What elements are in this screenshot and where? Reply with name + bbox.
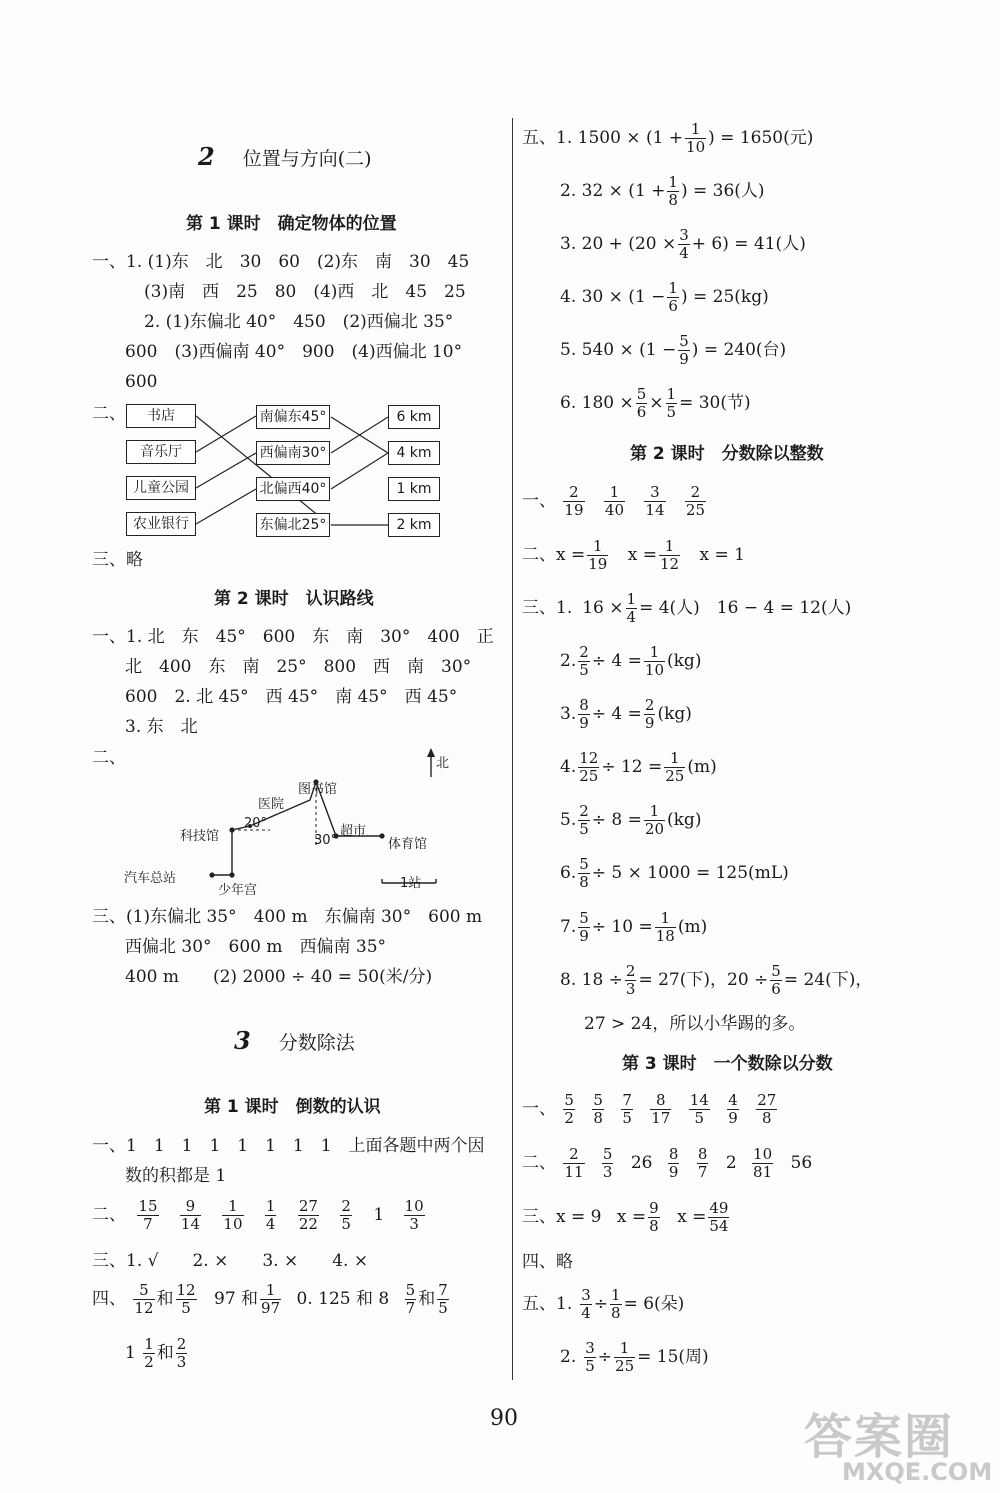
fraction: $\frac{1}{10}$ — [223, 1197, 243, 1233]
lesson-heading: 第 1 课时 倒数的认识 — [204, 1097, 381, 1117]
equation-line: 3. 20 + (20 × $\frac{3}{4}$ + 6) = 41(人) — [560, 226, 806, 262]
fraction: $\frac{1}{4}$ — [626, 590, 637, 626]
fraction: $\frac{2}{5}$ — [579, 802, 589, 838]
question-label: 二、 — [92, 404, 126, 424]
equation-line: 5. $\frac{2}{5}$ ÷ 8 = $\frac{1}{20}$ (kg) — [560, 802, 702, 838]
answer-line: 600 2. 北 45° 西 45° 南 45° 西 45° — [125, 687, 458, 707]
answer-line: 四、略 — [522, 1252, 573, 1272]
fraction: $\frac{12}{25}$ — [579, 749, 599, 785]
fraction-row: 二、 $\frac{2}{11}$ $\frac{5}{3}$ 26 $\frac{8}{9}$ $\frac{8}{7}$ 2 $\frac{10}{81}$ 56 — [522, 1145, 813, 1181]
fraction-row: 二、 $\frac{15}{7}$ $\frac{9}{14}$ $\frac{1}{10}$ $\frac{1}{4}$ $\frac{27}{22}$ $\frac{2}{5}$ 1 $\frac{10}{3}$ — [92, 1197, 424, 1233]
scale-label: 1站 — [400, 876, 422, 891]
fraction: $\frac{3}{5}$ — [585, 1339, 595, 1375]
equation-line: 4. 30 × (1 − $\frac{1}{6}$ ) = 25(kg) — [560, 279, 769, 315]
direction-box: 西偏南30° — [256, 441, 330, 465]
fraction: $\frac{8}{17}$ — [651, 1091, 671, 1127]
fraction: $\frac{14}{5}$ — [689, 1091, 709, 1127]
fraction-row: 一、 $\frac{5}{2}$ $\frac{5}{8}$ $\frac{7}{5}$ $\frac{8}{17}$ $\frac{14}{5}$ $\frac{4}{9}$ $\frac{27}{8}$ — [522, 1091, 777, 1127]
fraction: $\frac{49}{54}$ — [709, 1199, 729, 1235]
lesson-heading: 第 2 课时 认识路线 — [214, 589, 374, 609]
fraction: $\frac{1}{8}$ — [668, 173, 678, 209]
equation-line: 6. $\frac{5}{8}$ ÷ 5 × 1000 = 125(mL) — [560, 855, 789, 891]
fraction: $\frac{1}{20}$ — [644, 802, 664, 838]
fraction: $\frac{2}{3}$ — [625, 962, 636, 998]
fraction: $\frac{5}{9}$ — [679, 332, 689, 368]
fraction: $\frac{15}{7}$ — [138, 1197, 158, 1233]
page-number: 90 — [490, 1406, 518, 1431]
lesson-heading: 第 1 课时 确定物体的位置 — [186, 214, 397, 234]
fraction: $\frac{5}{7}$ — [405, 1281, 416, 1317]
equation-line: 三、x = 9 x = $\frac{9}{8}$ x = $\frac{49}{54}$ — [522, 1199, 729, 1235]
hospital-label: 医院 — [258, 797, 285, 812]
answer-line: 400 m (2) 2000 ÷ 40 = 50(米/分) — [125, 967, 433, 987]
fraction: $\frac{8}{9}$ — [668, 1145, 679, 1181]
equation-line: 3. $\frac{8}{9}$ ÷ 4 = $\frac{2}{9}$ (kg) — [560, 696, 692, 732]
distance-box: 1 km — [388, 477, 440, 501]
equation-line: 6. 180 × $\frac{5}{6}$ × $\frac{1}{5}$ = 30(节) — [560, 385, 751, 421]
answer-line: (3)南 西 25 80 (4)西 北 45 25 — [144, 282, 466, 302]
fraction: $\frac{1}{10}$ — [686, 120, 706, 156]
fraction: $\frac{9}{14}$ — [180, 1197, 200, 1233]
youth-palace-label: 少年宫 — [218, 883, 258, 898]
equation-line: 五、1. $\frac{3}{4}$ ÷ $\frac{1}{8}$ = 6(朵) — [522, 1286, 685, 1322]
fraction: $\frac{2}{3}$ — [176, 1335, 187, 1371]
equation-line: 五、1. 1500 × (1 + $\frac{1}{10}$ ) = 1650(元) — [522, 120, 814, 156]
fraction: $\frac{1}{25}$ — [615, 1339, 635, 1375]
fraction: $\frac{1}{10}$ — [644, 643, 664, 679]
fraction: $\frac{1}{97}$ — [261, 1281, 281, 1317]
fraction: $\frac{5}{12}$ — [134, 1281, 154, 1317]
equation-line: 7. $\frac{5}{9}$ ÷ 10 = $\frac{1}{18}$ (m) — [560, 909, 708, 945]
fraction: $\frac{5}{9}$ — [579, 909, 589, 945]
fraction: $\frac{1}{25}$ — [665, 749, 685, 785]
fraction: $\frac{1}{5}$ — [666, 385, 677, 421]
answer-line: 600 (3)西偏南 40° 900 (4)西偏北 10° — [125, 342, 463, 362]
fraction-row: 四、 $\frac{5}{12}$ 和 $\frac{12}{5}$ 97 和 $\frac{1}{97}$ 0. 125 和 8 $\frac{5}{7}$ 和 $\frac{7}{5}$ — [92, 1281, 448, 1317]
equation-line: 2. 32 × (1 + $\frac{1}{8}$ ) = 36(人) — [560, 173, 765, 209]
equation-line: 4. $\frac{12}{25}$ ÷ 12 = $\frac{1}{25}$ (m) — [560, 749, 717, 785]
fraction: $\frac{1}{40}$ — [604, 483, 624, 519]
fraction: $\frac{12}{5}$ — [176, 1281, 196, 1317]
watermark-url: MXQE.COM — [842, 1458, 993, 1486]
fraction: $\frac{8}{7}$ — [697, 1145, 708, 1181]
equation-line: 2. $\frac{2}{5}$ ÷ 4 = $\frac{1}{10}$ (kg) — [560, 643, 702, 679]
fraction-row: 1 $\frac{1}{2}$ 和 $\frac{2}{3}$ — [125, 1335, 187, 1371]
fraction: $\frac{5}{2}$ — [564, 1091, 574, 1127]
answer-line: 3. 东 北 — [125, 717, 198, 737]
fraction: $\frac{1}{4}$ — [265, 1197, 276, 1233]
question-label: 二、 — [92, 748, 126, 768]
lesson-heading: 第 2 课时 分数除以整数 — [630, 444, 824, 464]
fraction: $\frac{2}{5}$ — [341, 1197, 351, 1233]
fraction: $\frac{2}{19}$ — [564, 483, 584, 519]
unit-3-title — [234, 1026, 355, 1055]
distance-box: 2 km — [388, 513, 440, 537]
fraction: $\frac{3}{14}$ — [645, 483, 665, 519]
answer-line: 2. (1)东偏北 40° 450 (2)西偏北 35° — [144, 312, 454, 332]
fraction: $\frac{27}{22}$ — [298, 1197, 318, 1233]
gym-label: 体育馆 — [388, 837, 428, 852]
place-box: 农业银行 — [126, 512, 196, 536]
fraction: $\frac{10}{3}$ — [404, 1197, 424, 1233]
answer-line: 600 — [125, 372, 158, 392]
answer-line: 北 400 东 南 25° 800 西 南 30° — [125, 657, 472, 677]
fraction: $\frac{7}{5}$ — [438, 1281, 448, 1317]
place-box: 书店 — [126, 404, 196, 428]
fraction: $\frac{5}{6}$ — [771, 962, 781, 998]
unit-title: 分数除法 — [278, 1032, 355, 1054]
equation-line: 8. 18 ÷ $\frac{2}{3}$ = 27(下)，20 ÷ $\frac{5}{6}$ = 24(下)， — [560, 962, 873, 998]
lesson-heading: 第 3 课时 一个数除以分数 — [622, 1054, 833, 1074]
fraction-row: 一、 $\frac{2}{19}$ $\frac{1}{40}$ $\frac{3}{14}$ $\frac{2}{25}$ — [522, 483, 705, 519]
fraction: $\frac{3}{4}$ — [679, 226, 689, 262]
north-label: 北 — [436, 756, 450, 771]
fraction: $\frac{10}{81}$ — [753, 1145, 773, 1181]
unit-number: 3 — [234, 1026, 251, 1055]
fraction: $\frac{2}{11}$ — [564, 1145, 584, 1181]
fraction: $\frac{2}{25}$ — [685, 483, 705, 519]
answer-line: 数的积都是 1 — [125, 1166, 227, 1186]
unit-number: 2 — [198, 142, 215, 171]
fraction: $\frac{5}{3}$ — [602, 1145, 613, 1181]
place-box: 音乐厅 — [126, 440, 196, 464]
equation-line: 5. 540 × (1 − $\frac{5}{9}$ ) = 240(台) — [560, 332, 787, 368]
fraction: $\frac{1}{2}$ — [144, 1335, 154, 1371]
equation-line: 三、1. 16 × $\frac{1}{4}$ = 4(人) 16 − 4 = 12(人) — [522, 590, 852, 626]
supermarket-label: 超市 — [340, 824, 367, 839]
fraction: $\frac{2}{9}$ — [644, 696, 655, 732]
fraction: $\frac{1}{12}$ — [660, 537, 680, 573]
angle-label: 30° — [314, 833, 338, 848]
unit-2-title — [198, 142, 372, 171]
answer-line: 西偏北 30° 600 m 西偏南 35° — [125, 937, 387, 957]
answer-line: 一、1 1 1 1 1 1 1 1 上面各题中两个因 — [92, 1136, 485, 1156]
answer-line: 三、1. √ 2. × 3. × 4. × — [92, 1251, 369, 1271]
direction-box: 南偏东45° — [256, 405, 330, 429]
fraction: $\frac{9}{8}$ — [649, 1199, 659, 1235]
fraction: $\frac{1}{19}$ — [588, 537, 608, 573]
fraction: $\frac{4}{9}$ — [728, 1091, 738, 1127]
science-museum-label: 科技馆 — [180, 829, 220, 844]
answer-line: 27 > 24，所以小华踢的多。 — [584, 1014, 806, 1034]
place-box: 儿童公园 — [126, 476, 196, 500]
bus-station-label: 汽车总站 — [124, 871, 177, 886]
fraction: $\frac{5}{8}$ — [579, 855, 589, 891]
angle-label: 20° — [244, 816, 268, 831]
answer-line: 一、1. (1)东 北 30 60 (2)东 南 30 45 — [92, 252, 470, 272]
fraction: $\frac{2}{5}$ — [579, 643, 589, 679]
fraction: $\frac{27}{8}$ — [757, 1091, 777, 1127]
answer-line: 三、(1)东偏北 35° 400 m 东偏南 30° 600 m — [92, 907, 483, 927]
equation-line: 2. $\frac{3}{5}$ ÷ $\frac{1}{25}$ = 15(周) — [560, 1339, 709, 1375]
distance-box: 6 km — [388, 405, 440, 429]
unit-title: 位置与方向(二) — [242, 148, 372, 170]
fraction: $\frac{5}{6}$ — [636, 385, 647, 421]
watermark-logo: 答案圈 — [804, 1409, 955, 1465]
fraction: $\frac{5}{8}$ — [593, 1091, 603, 1127]
fraction: $\frac{8}{9}$ — [579, 696, 589, 732]
answer-line: 一、1. 北 东 45° 600 东 南 30° 400 正 — [92, 627, 494, 647]
fraction: $\frac{7}{5}$ — [622, 1091, 632, 1127]
column-divider — [512, 118, 513, 1380]
answer-line: 三、略 — [92, 550, 143, 570]
direction-box: 北偏西40° — [256, 477, 330, 501]
fraction: $\frac{1}{18}$ — [655, 909, 675, 945]
fraction: $\frac{3}{4}$ — [581, 1286, 591, 1322]
library-label: 图书馆 — [298, 782, 338, 797]
fraction: $\frac{1}{6}$ — [668, 279, 678, 315]
fraction: $\frac{1}{8}$ — [611, 1286, 621, 1322]
equation-line: 二、x = $\frac{1}{19}$ x = $\frac{1}{12}$ x = 1 — [522, 537, 745, 573]
direction-box: 东偏北25° — [256, 513, 330, 537]
distance-box: 4 km — [388, 441, 440, 465]
